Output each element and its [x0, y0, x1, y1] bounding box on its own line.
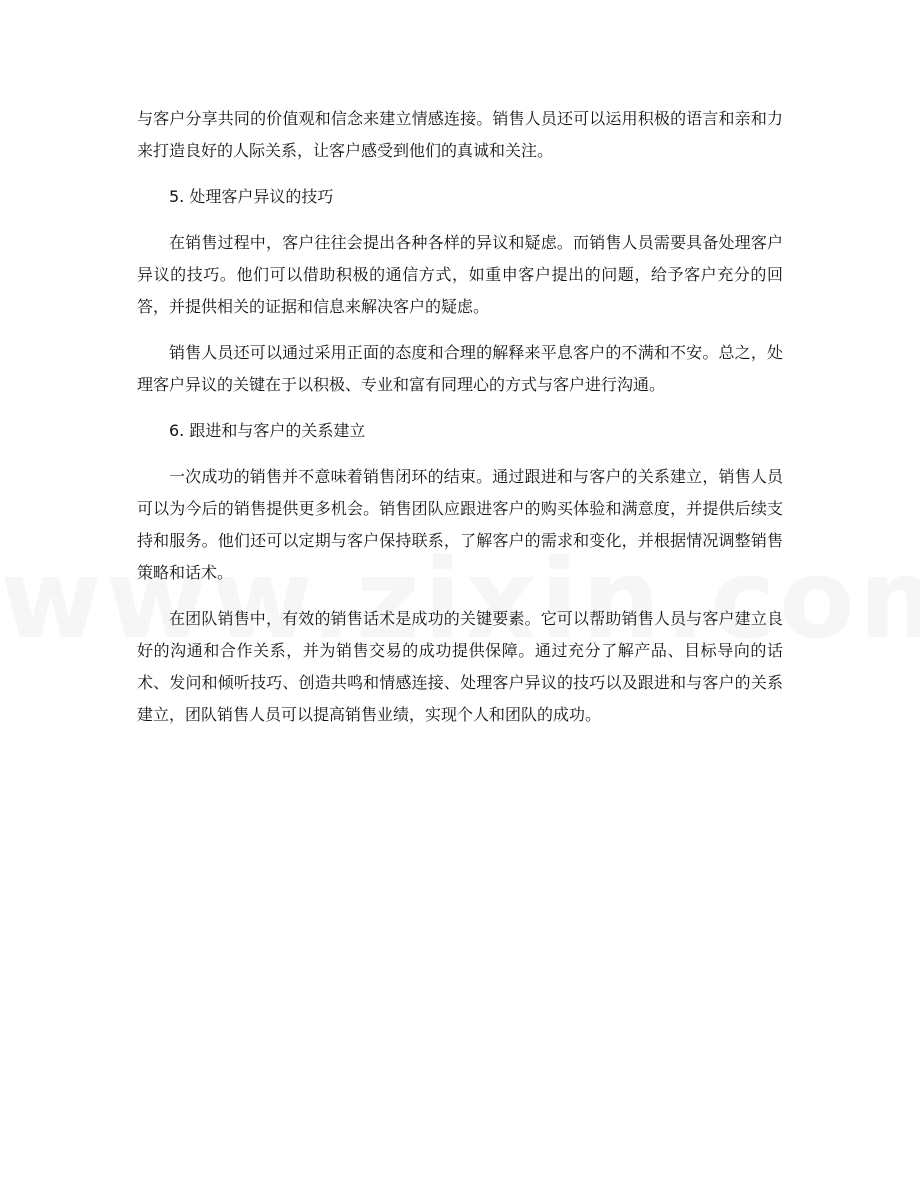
section-heading-6: 6. 跟进和与客户的关系建立	[169, 421, 366, 440]
document-body	[137, 103, 783, 731]
paragraph-5: 在团队销售中，有效的销售话术是成功的关键要素。它可以帮助销售人员与客户建立良好的沟通和合作关系，并为销售交易的成功提供保障。通过充分了解产品、目标导向的话术、发问和倾听技巧、创造共鸣和情感连接、处理客户异议的技巧以及跟进和与客户的关系建立，团队销售人员可以提高销售业绩，实现个人和团队的成功。	[137, 609, 783, 724]
paragraph-1: 与客户分享共同的价值观和信念来建立情感连接。销售人员还可以运用积极的语言和亲和力来打造良好的人际关系，让客户感受到他们的真诚和关注。	[137, 109, 783, 160]
section-heading-5: 5. 处理客户异议的技巧	[169, 187, 334, 206]
paragraph-4: 一次成功的销售并不意味着销售闭环的结束。通过跟进和与客户的关系建立，销售人员可以为今后的销售提供更多机会。销售团队应跟进客户的购买体验和满意度，并提供后续支持和服务。他们还可以定期与客户保持联系，了解客户的需求和变化，并根据情况调整销售策略和话术。	[137, 467, 783, 582]
paragraph-2: 在销售过程中，客户往往会提出各种各样的异议和疑虑。而销售人员需要具备处理客户异议的技巧。他们可以借助积极的通信方式，如重申客户提出的问题，给予客户充分的回答，并提供相关的证据和信息来解决客户的疑虑。	[137, 233, 783, 316]
paragraph-3: 销售人员还可以通过采用正面的态度和合理的解释来平息客户的不满和不安。总之，处理客户异议的关键在于以积极、专业和富有同理心的方式与客户进行沟通。	[137, 343, 783, 394]
